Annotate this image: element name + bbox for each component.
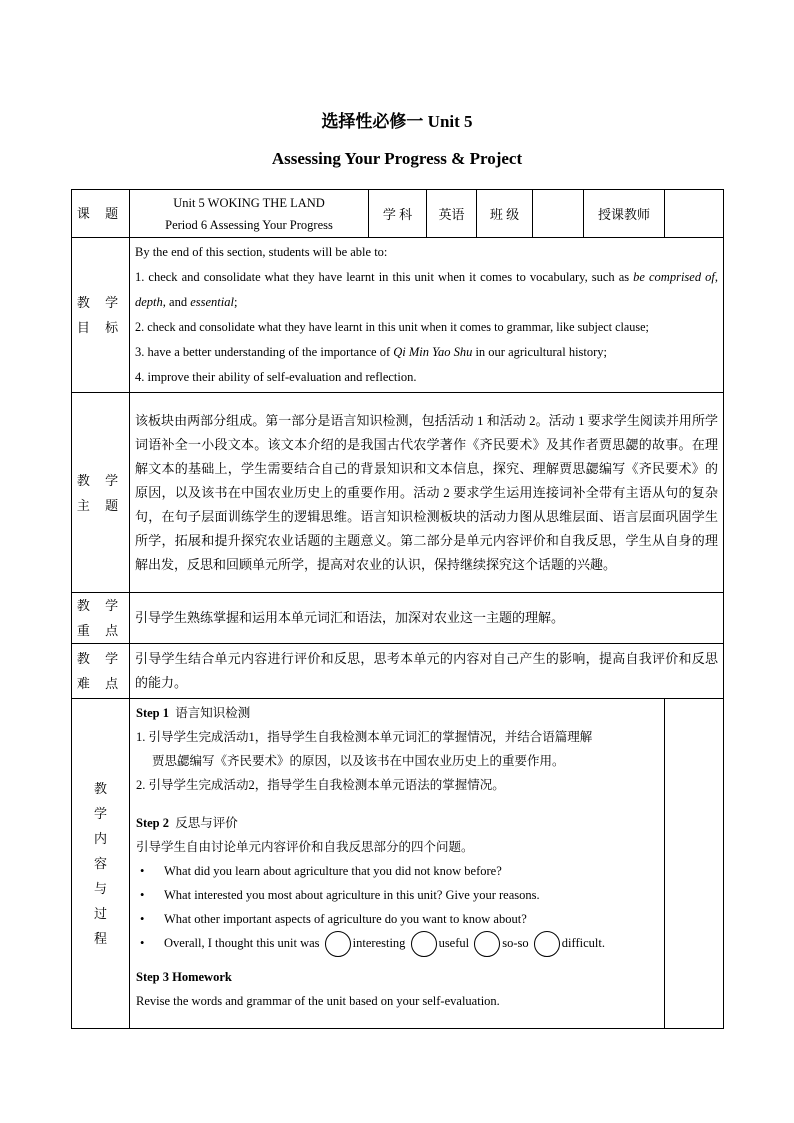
subject-value: 英语 xyxy=(427,190,477,238)
focus-content: 引导学生熟练掌握和运用本单元词汇和语法，加深对农业这一主题的理解。 xyxy=(130,593,724,644)
rating-circle-difficult[interactable] xyxy=(534,931,560,957)
process-label-char: 容 xyxy=(93,856,107,871)
question-1 xyxy=(136,859,658,883)
objectives-label-line2: 目 标 xyxy=(76,320,125,335)
option-so-so: so-so xyxy=(502,936,529,950)
option-difficult: difficult. xyxy=(561,936,605,950)
process-label-char: 过 xyxy=(93,906,107,921)
step-1-cn: 语言知识检测 xyxy=(175,706,251,720)
step-1-item-2: 2. 引导学生完成活动2，指导学生自我检测本单元语法的掌握情况。 xyxy=(136,778,505,792)
difficulty-content: 引导学生结合单元内容进行评价和反思，思考本单元的内容对自己产生的影响，提高自我评价和反思的能力。 xyxy=(130,644,724,699)
step-3-title: Step 3 Homework xyxy=(136,970,232,985)
objectives-intro: By the end of this section, students will be able to: xyxy=(135,245,388,259)
step-2-cn: 反思与评价 xyxy=(175,816,238,830)
focus-row xyxy=(72,593,724,644)
class-value[interactable] xyxy=(533,190,584,238)
option-interesting: interesting xyxy=(352,936,406,950)
objectives-content xyxy=(130,238,724,393)
objectives-row xyxy=(72,238,724,393)
course-title-cell xyxy=(130,190,369,238)
question-2 xyxy=(136,883,658,907)
bullet-icon: • xyxy=(140,888,145,902)
document-title: 选择性必修一 Unit 5 xyxy=(321,112,473,131)
process-label-char: 学 xyxy=(93,806,107,821)
objective-1-text: 1. check and consolidate what they have learnt in this unit when it comes to vocabulary, such as xyxy=(135,270,634,284)
question-3 xyxy=(136,907,658,931)
objective-item-1 xyxy=(135,265,718,315)
process-label-char: 教 xyxy=(93,781,107,796)
process-label-char: 程 xyxy=(93,931,107,946)
objectives-label-line1: 教 学 xyxy=(76,295,125,310)
objective-1-term-1: be comprised of xyxy=(633,270,715,284)
step-3-text: Revise the words and grammar of the unit based on your self-evaluation. xyxy=(136,994,500,1009)
document-subtitle: Assessing Your Progress & Project xyxy=(271,149,523,168)
objective-3-book: Qi Min Yao Shu xyxy=(393,345,473,359)
question-3-text: What other important aspects of agriculture do you want to know about? xyxy=(164,912,527,926)
process-label-char: 与 xyxy=(93,881,107,896)
step-1-title: Step 1 xyxy=(136,706,169,720)
focus-label-line2: 重 点 xyxy=(76,623,125,638)
objective-3-pre: 3. have a better understanding of the importance of xyxy=(135,345,394,359)
rating-circle-so-so[interactable] xyxy=(474,931,500,957)
option-useful: useful xyxy=(438,936,470,950)
objective-3-post: in our agricultural history; xyxy=(472,345,608,359)
objective-1-sep-1: , xyxy=(714,270,718,284)
bullet-icon: • xyxy=(140,912,145,926)
process-label xyxy=(72,699,130,1029)
step-2-heading xyxy=(136,811,658,835)
step-2-intro: 引导学生自由讨论单元内容评价和自我反思部分的四个问题。 xyxy=(136,840,474,854)
theme-label xyxy=(72,393,130,593)
course-line-1: Unit 5 WOKING THE LAND xyxy=(173,195,325,210)
step-2-title: Step 2 xyxy=(136,816,169,830)
process-label-char: 内 xyxy=(93,831,107,846)
course-label: 课 题 xyxy=(72,190,130,238)
theme-label-line1: 教 学 xyxy=(76,472,125,488)
focus-label xyxy=(72,593,130,644)
process-content xyxy=(130,699,665,1029)
objective-1-end: ; xyxy=(233,295,238,309)
objective-item-2: 2. check and consolidate what they have learnt in this unit when it comes to grammar, like subject clause; xyxy=(135,320,649,334)
theme-label-line2: 主 题 xyxy=(76,497,125,513)
bullet-icon: • xyxy=(140,936,145,950)
difficulty-label-line1: 教 学 xyxy=(76,651,125,666)
rating-circle-useful[interactable] xyxy=(411,931,437,957)
focus-label-line1: 教 学 xyxy=(76,598,125,613)
lesson-plan-table xyxy=(71,189,724,1029)
rating-circle-interesting[interactable] xyxy=(325,931,351,957)
course-line-2: Period 6 Assessing Your Progress xyxy=(165,217,333,232)
step-1-item-1: 1. 引导学生完成活动1，指导学生自我检测本单元词汇的掌握情况，并结合语篇理解 xyxy=(136,730,593,744)
difficulty-label-line2: 难 点 xyxy=(76,676,125,691)
step-1-item-1-cont: 贾思勰编写《齐民要术》的原因，以及该书在中国农业历史上的重要作用。 xyxy=(152,754,565,768)
teacher-label: 授课教师 xyxy=(584,190,665,238)
theme-content: 该板块由两部分组成。第一部分是语言知识检测，包括活动 1 和活动 2。活动 1 要求学生阅读并用所学词语补全一小段文本。该文本介绍的是我国古代农学著作《齐民要术》及其作者贾思勰的故事。在理解文本的基础上，学生需要结合自己的背景知识和文本信息，探究、理解贾思勰编写《齐民要术》的原因，以及该书在中国农业历史上的重要作用。活动 2 要求学生运用连接词补全带有主语从句的复杂句，在句子层面训练学生的逻辑思维。语言知识检测板块的活动力图从思维层面、语言层面巩固学生所学，拓展和提升探究农业话题的主题意义。第二部分是单元内容评价和自我反思，学生从自身的理解出发，反思和回顾单元所学，提高对农业的认识，保持继续探究这个话题的兴趣。 xyxy=(130,393,724,593)
question-4-text: Overall, I thought this unit was xyxy=(164,936,320,950)
question-2-text: What interested you most about agriculture in this unit? Give your reasons. xyxy=(164,888,540,902)
process-notes-cell[interactable] xyxy=(665,699,724,1029)
class-label: 班 级 xyxy=(477,190,533,238)
objective-1-sep-2: , and xyxy=(162,295,191,309)
objective-1-term-2: depth xyxy=(135,295,163,309)
teacher-value[interactable] xyxy=(665,190,724,238)
objectives-label xyxy=(72,238,130,393)
objective-item-3 xyxy=(135,340,718,365)
subject-label: 学 科 xyxy=(369,190,427,238)
bullet-icon: • xyxy=(140,864,145,878)
difficulty-row xyxy=(72,644,724,699)
header-row xyxy=(72,190,724,238)
process-row xyxy=(72,699,724,1029)
question-1-text: What did you learn about agriculture that you did not know before? xyxy=(164,864,502,878)
step-1-heading xyxy=(136,701,658,725)
question-4 xyxy=(136,931,658,957)
theme-row xyxy=(72,393,724,593)
objective-1-term-3: essential xyxy=(190,295,234,309)
difficulty-label xyxy=(72,644,130,699)
objective-item-4: 4. improve their ability of self-evaluation and reflection. xyxy=(135,370,417,384)
